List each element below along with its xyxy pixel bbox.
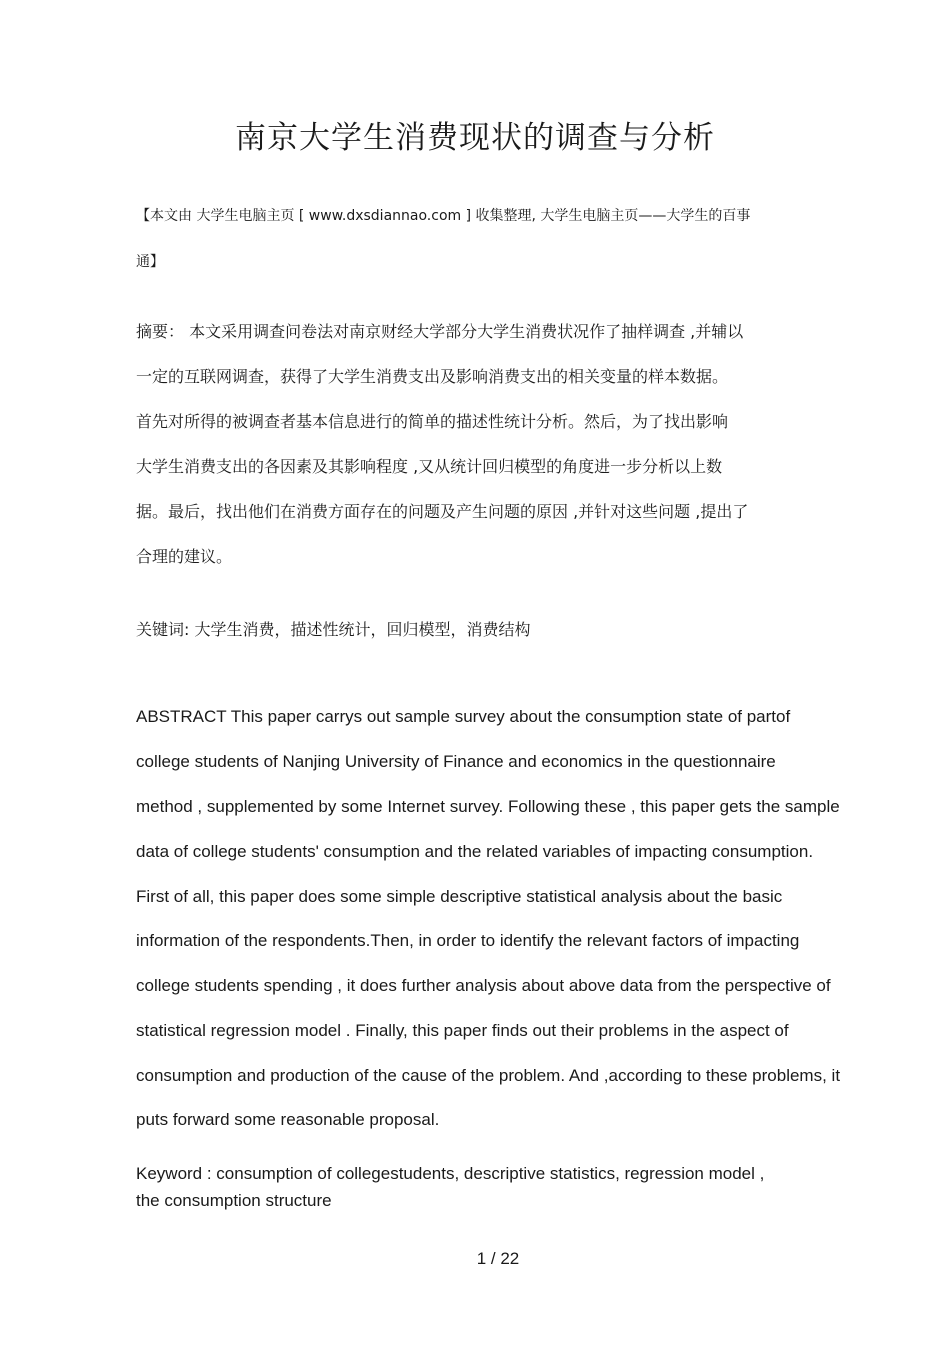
abstract-en-line-5: First of all, this paper does some simple descriptive statistical analysis about the basic <box>136 887 783 906</box>
abstract-en-line-6: information of the respondents.Then, in order to identify the relevant factors of impacting <box>136 931 800 950</box>
abstract-cn-line-6: 合理的建议。 <box>136 547 233 566</box>
abstract-en-line-8: statistical regression model . Finally, this paper finds out their problems in the aspect of <box>136 1021 789 1040</box>
abstract-en-line-9: consumption and production of the cause of the problem. And ,according to these problems, it <box>136 1066 841 1085</box>
abstract-en-line-10: puts forward some reasonable proposal. <box>136 1110 440 1129</box>
keywords-en-line-1: Keyword : consumption of collegestudents, descriptive statistics, regression model , <box>136 1164 765 1183</box>
abstract-en-line-1: ABSTRACT This paper carrys out sample survey about the consumption state of partof <box>136 707 791 726</box>
document-title: 南京大学生消费现状的调查与分析 <box>235 120 715 156</box>
source-note-line-2: 通】 <box>136 254 164 270</box>
abstract-cn-line-5: 据。最后，找出他们在消费方面存在的问题及产生问题的原因 ,并针对这些问题 ,提出了 <box>136 502 749 521</box>
abstract-en-line-3: method , supplemented by some Internet survey. Following these , this paper gets the sample <box>136 797 840 816</box>
abstract-en-line-2: college students of Nanjing University of Finance and economics in the questionnaire <box>136 752 776 771</box>
source-note-line-1: 【本文由 大学生电脑主页 [ www.dxsdiannao.com ] 收集整理, 大学生电脑主页——大学生的百事 <box>136 208 751 224</box>
abstract-cn-line-3: 首先对所得的被调查者基本信息进行的简单的描述性统计分析。然后，为了找出影响 <box>136 412 729 431</box>
abstract-cn-line-1: 摘要： 本文采用调查问卷法对南京财经大学部分大学生消费状况作了抽样调查 ,并辅以 <box>136 322 744 341</box>
abstract-cn-line-4: 大学生消费支出的各因素及其影响程度 ,又从统计回归模型的角度进一步分析以上数 <box>136 457 723 476</box>
abstract-en-line-7: college students spending , it does further analysis about above data from the perspective of <box>136 976 831 995</box>
abstract-en-line-4: data of college students' consumption and the related variables of impacting consumption. <box>136 842 814 861</box>
abstract-cn-line-2: 一定的互联网调查，获得了大学生消费支出及影响消费支出的相关变量的样本数据。 <box>136 367 729 386</box>
page-number: 1 / 22 <box>476 1249 520 1268</box>
keywords-en-line-2: the consumption structure <box>136 1191 332 1210</box>
keywords-cn: 关键词: 大学生消费，描述性统计，回归模型，消费结构 <box>136 620 531 639</box>
